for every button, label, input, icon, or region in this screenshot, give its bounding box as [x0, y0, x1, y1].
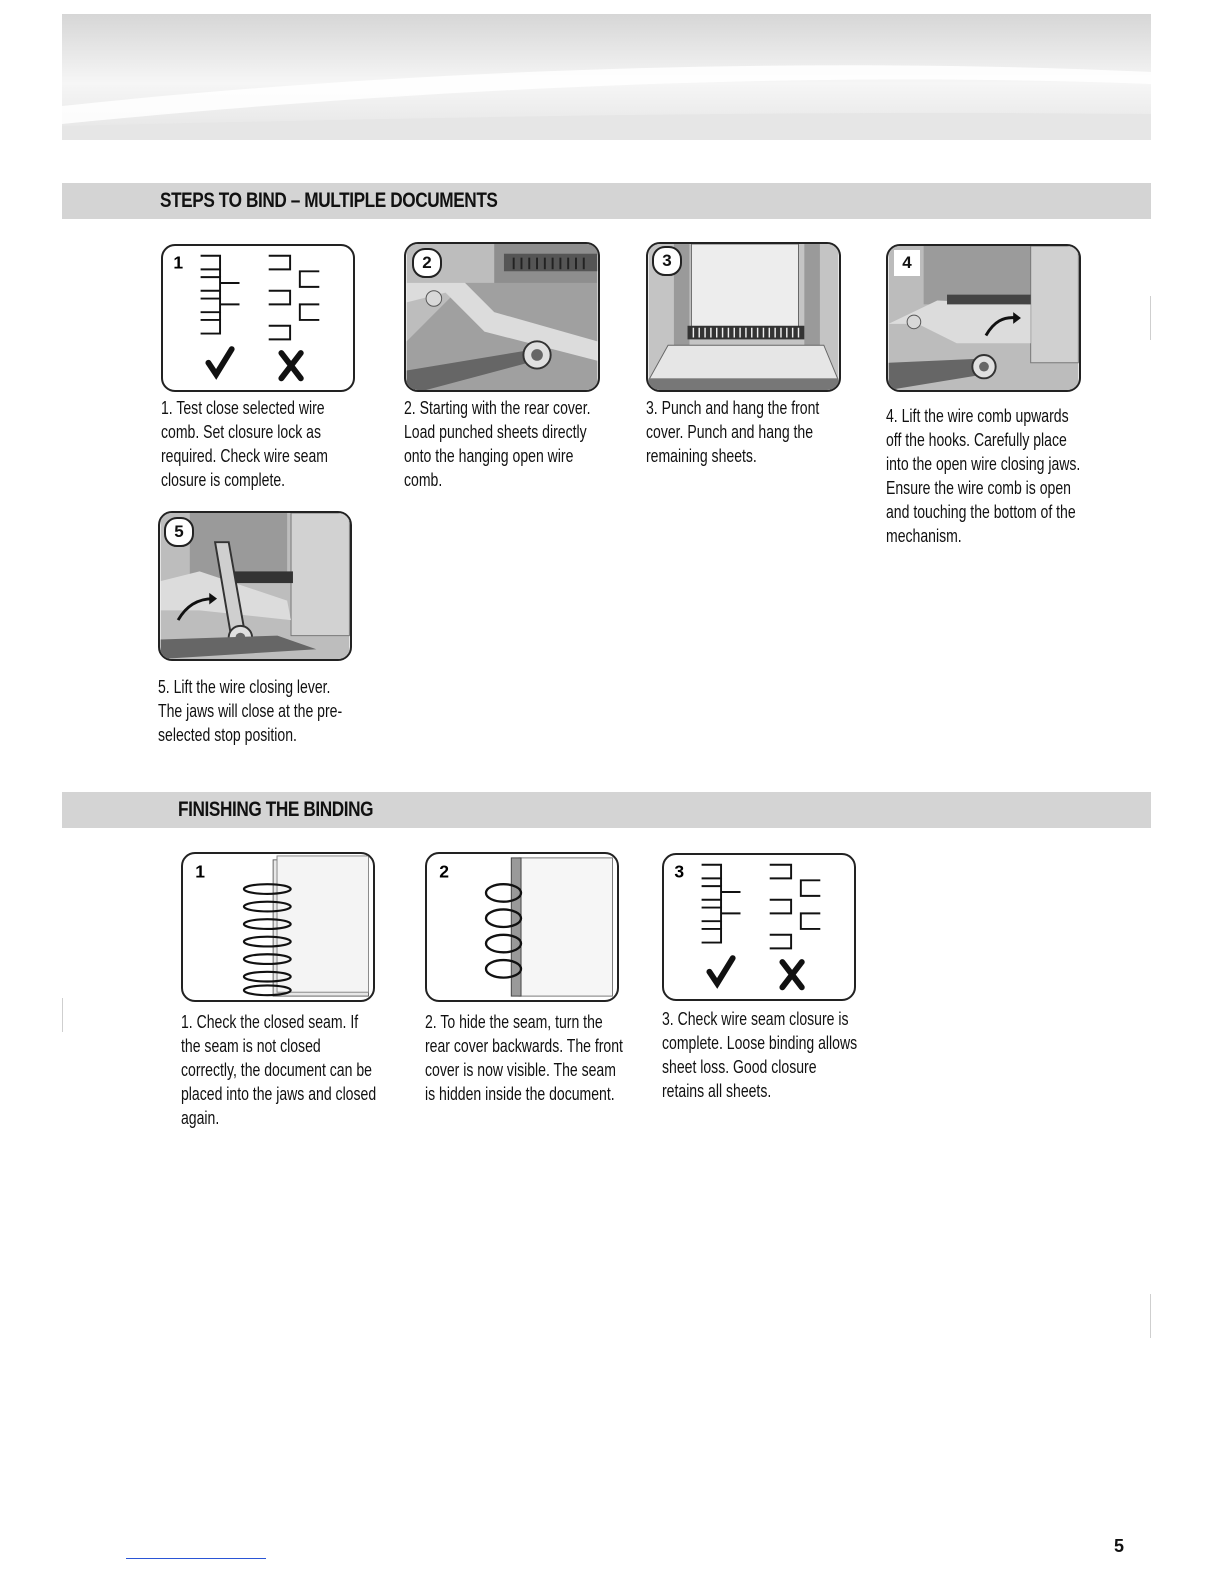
- step-illustration-load-sheets: [404, 242, 600, 392]
- section-title: FINISHING THE BINDING: [178, 798, 374, 821]
- cross-mark-icon: [782, 962, 801, 987]
- step-illustration-comb-test: [161, 244, 355, 392]
- step-badge: 3: [674, 861, 685, 882]
- step-caption: 1. Check the closed seam. If the seam is not closed correctly, the document can be placed into the jaws and closed again.: [181, 1012, 377, 1128]
- finishing-illustration-check-closure: [662, 853, 856, 1001]
- edge-mark: [1150, 1294, 1151, 1338]
- step-badge: 1: [195, 861, 206, 882]
- step-badge: 2: [412, 248, 442, 278]
- section-header-multiple: [62, 183, 1151, 219]
- step-badge: 2: [439, 861, 450, 882]
- step-caption: 4. Lift the wire comb upwards off the hooks. Carefully place into the open wire closing jaws. Ensure the wire comb is open and touching the bottom of the mechanism.: [886, 406, 1081, 546]
- step-caption: 1. Test close selected wire comb. Set closure lock as required. Check wire seam closure is complete.: [161, 398, 328, 490]
- section-title: STEPS TO BIND – MULTIPLE DOCUMENTS: [160, 189, 498, 212]
- step-caption: 5. Lift the wire closing lever. The jaws will close at the pre-selected stop position.: [158, 677, 343, 745]
- footer-rule: [126, 1558, 266, 1559]
- step-caption: 2. Starting with the rear cover. Load punched sheets directly onto the hanging open wire comb.: [404, 398, 591, 490]
- step-badge: 4: [894, 250, 920, 276]
- header-banner: [62, 14, 1151, 140]
- edge-mark: [62, 998, 63, 1032]
- step-caption: 2. To hide the seam, turn the rear cover backwards. The front cover is now visible. The seam is hidden inside the document.: [425, 1012, 623, 1104]
- step-caption: 3. Punch and hang the front cover. Punch and hang the remaining sheets.: [646, 398, 820, 466]
- section-header-finishing: [62, 792, 1151, 828]
- step-badge: 3: [652, 246, 682, 276]
- step-badge: 1: [173, 252, 184, 273]
- edge-mark: [1150, 296, 1151, 340]
- step-illustration-hang-cover: [646, 242, 841, 392]
- step-illustration-lift-lever: [158, 511, 352, 661]
- page-number: 5: [1114, 1536, 1125, 1556]
- finishing-illustration-hide-seam: [425, 852, 619, 1002]
- check-mark-icon: [709, 958, 732, 983]
- step-caption: 3. Check wire seam closure is complete. Loose binding allows sheet loss. Good closure retains all sheets.: [662, 1009, 858, 1101]
- finishing-illustration-closed-seam: [181, 852, 375, 1002]
- step-badge: 5: [164, 517, 194, 547]
- cross-mark-icon: [281, 353, 300, 378]
- check-mark-icon: [208, 349, 231, 374]
- step-illustration-lift-comb: [886, 244, 1081, 392]
